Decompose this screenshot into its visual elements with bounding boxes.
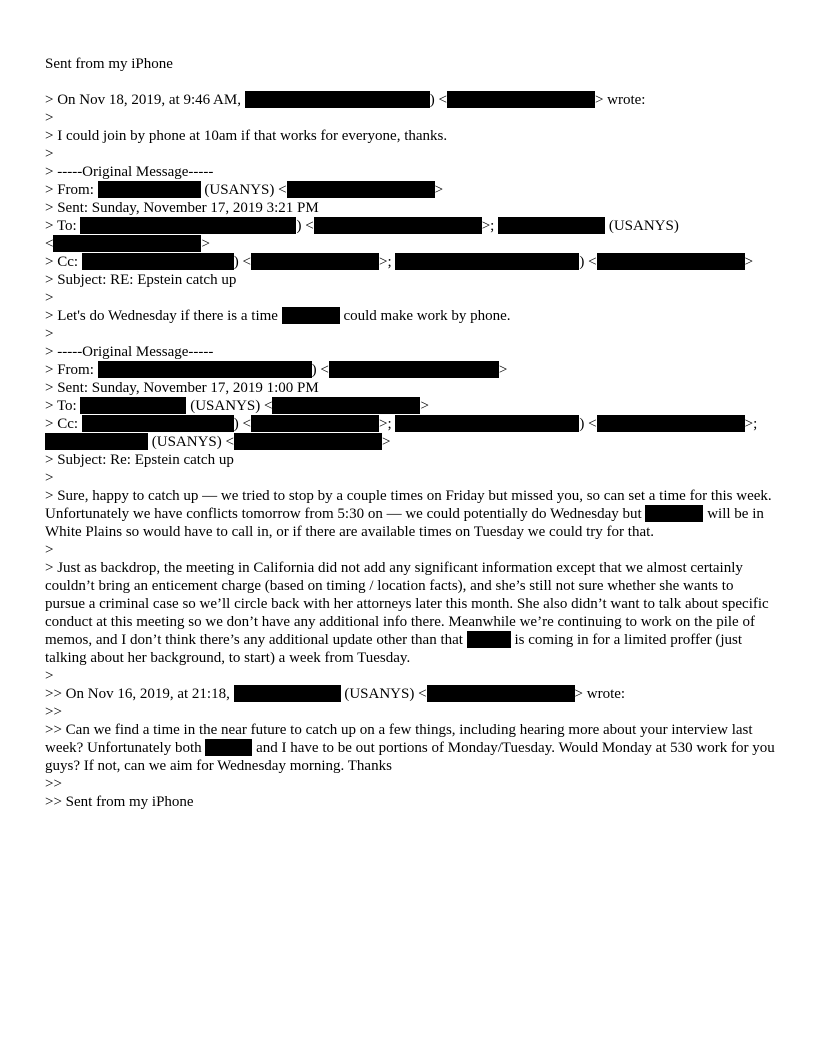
quote-blank: >	[45, 110, 54, 126]
text: ) <	[233, 416, 252, 432]
quote-blank: >	[45, 146, 54, 162]
text: > wrote:	[594, 92, 646, 108]
text: will be in White Plains so would have to call in, or if there are available times on Tuesday we could try for that.	[45, 506, 764, 540]
cc-line	[45, 415, 775, 433]
quote-header-2	[45, 685, 775, 703]
redaction	[98, 181, 201, 198]
text: >> On Nov 16, 2019, at 21:18,	[45, 686, 234, 702]
text: >	[201, 236, 210, 252]
redaction	[597, 415, 745, 432]
cc-line-cont	[45, 433, 775, 451]
text: >	[498, 362, 508, 378]
redaction	[329, 361, 499, 378]
text: >	[420, 398, 429, 414]
quote-blank: >	[45, 542, 54, 558]
text: (USANYS) <	[148, 434, 234, 450]
quote-blank: >	[45, 668, 54, 684]
quote-blank: >	[45, 290, 54, 306]
redaction	[498, 217, 605, 234]
redaction	[395, 415, 579, 432]
text: (USANYS) <	[200, 182, 287, 198]
text: >	[434, 182, 444, 198]
message-paragraph-2	[45, 559, 775, 667]
redaction	[234, 433, 382, 450]
text: >	[744, 254, 754, 270]
redaction	[234, 685, 341, 702]
to-line	[45, 397, 775, 415]
subject-line: > Subject: RE: Epstein catch up	[45, 272, 237, 288]
quote-blank: >>	[45, 776, 62, 792]
text: > To:	[45, 218, 81, 234]
quote-blank: >	[45, 326, 54, 342]
subject-line: > Subject: Re: Epstein catch up	[45, 452, 234, 468]
text: >;	[379, 254, 396, 270]
text: >	[381, 434, 391, 450]
to-line-cont	[45, 235, 775, 253]
text: <	[45, 236, 54, 252]
text: >;	[379, 416, 396, 432]
email-document	[45, 55, 775, 811]
sent-from-line: Sent from my iPhone	[45, 56, 173, 72]
from-line	[45, 361, 775, 379]
redaction	[53, 235, 201, 252]
text: > To:	[45, 398, 81, 414]
text: >> Can we find a time in the near future to catch up on a few things, including hearing more about your interview last week? Unfortunately both	[45, 722, 753, 756]
text: (USANYS)	[605, 218, 679, 234]
text: > On Nov 18, 2019, at 9:46 AM,	[45, 92, 245, 108]
from-line	[45, 181, 775, 199]
text: ) <	[429, 92, 447, 108]
text: > wrote:	[574, 686, 626, 702]
redaction	[45, 433, 148, 450]
text: >;	[744, 416, 758, 432]
redaction	[251, 415, 379, 432]
sent-line: > Sent: Sunday, November 17, 2019 3:21 PM	[45, 200, 319, 216]
redaction	[272, 397, 420, 414]
cc-line	[45, 253, 775, 271]
redaction	[287, 181, 435, 198]
redaction	[205, 739, 252, 756]
text: > Cc:	[45, 416, 82, 432]
text: ) <	[579, 254, 597, 270]
text: ) <	[579, 416, 597, 432]
text: (USANYS) <	[186, 398, 273, 414]
sent-from-line: >> Sent from my iPhone	[45, 794, 194, 810]
text: (USANYS) <	[340, 686, 427, 702]
redaction	[314, 217, 482, 234]
message-body-1	[45, 307, 775, 325]
message-paragraph-3	[45, 721, 775, 775]
text: ) <	[233, 254, 252, 270]
text: > Cc:	[45, 254, 82, 270]
redaction	[80, 217, 296, 234]
redaction	[251, 253, 379, 270]
spacer	[45, 73, 775, 91]
quote-header-1	[45, 91, 775, 109]
text: ) <	[311, 362, 329, 378]
text: could make work by phone.	[339, 308, 511, 324]
sent-line: > Sent: Sunday, November 17, 2019 1:00 PM	[45, 380, 319, 396]
to-line	[45, 217, 775, 235]
redaction	[80, 397, 186, 414]
redaction	[282, 307, 340, 324]
redaction	[98, 361, 312, 378]
text: is coming in for a limited proffer (just talking about her background, to start) a week from Tuesday.	[45, 632, 743, 666]
redaction	[82, 253, 234, 270]
redaction	[467, 631, 511, 648]
quote-body-1: > I could join by phone at 10am if that works for everyone, thanks.	[45, 128, 448, 144]
redaction	[597, 253, 745, 270]
text: > From:	[45, 182, 98, 198]
text: > Just as backdrop, the meeting in California did not add any significant information except that we almost certainly couldn’t bring an enticement charge (based on timing / location facts), and she’s still not sure whether she wants to pursue a criminal case so we’ll circle back with her attorneys later this month. She also didn’t want to talk about specific conduct at this meeting so we don’t have any additional info there. Meanwhile we’re continuing to work on the pile of memos, and I don’t think there’s any additional update other than that	[45, 560, 769, 648]
text: >;	[481, 218, 499, 234]
text: and I have to be out portions of Monday/Tuesday. Would Monday at 530 work for you guys? If not, can we aim for Wednesday morning. Thanks	[45, 740, 775, 774]
text: > Let's do Wednesday if there is a time	[45, 308, 282, 324]
message-paragraph-1	[45, 487, 775, 541]
redaction	[82, 415, 234, 432]
quote-blank: >	[45, 470, 54, 486]
quote-blank: >>	[45, 704, 62, 720]
original-message-header: > -----Original Message-----	[45, 344, 214, 360]
redaction	[645, 505, 703, 522]
original-message-header: > -----Original Message-----	[45, 164, 214, 180]
text: ) <	[296, 218, 314, 234]
text: > Sure, happy to catch up — we tried to stop by a couple times on Friday but missed you, so can set a time for this week. Unfortunately we have conflicts tomorrow from 5:30 on — we could potentially do Wednesday but	[45, 488, 772, 522]
redaction	[395, 253, 579, 270]
redaction	[245, 91, 430, 108]
redaction	[427, 685, 575, 702]
redaction	[447, 91, 595, 108]
text: > From:	[45, 362, 98, 378]
